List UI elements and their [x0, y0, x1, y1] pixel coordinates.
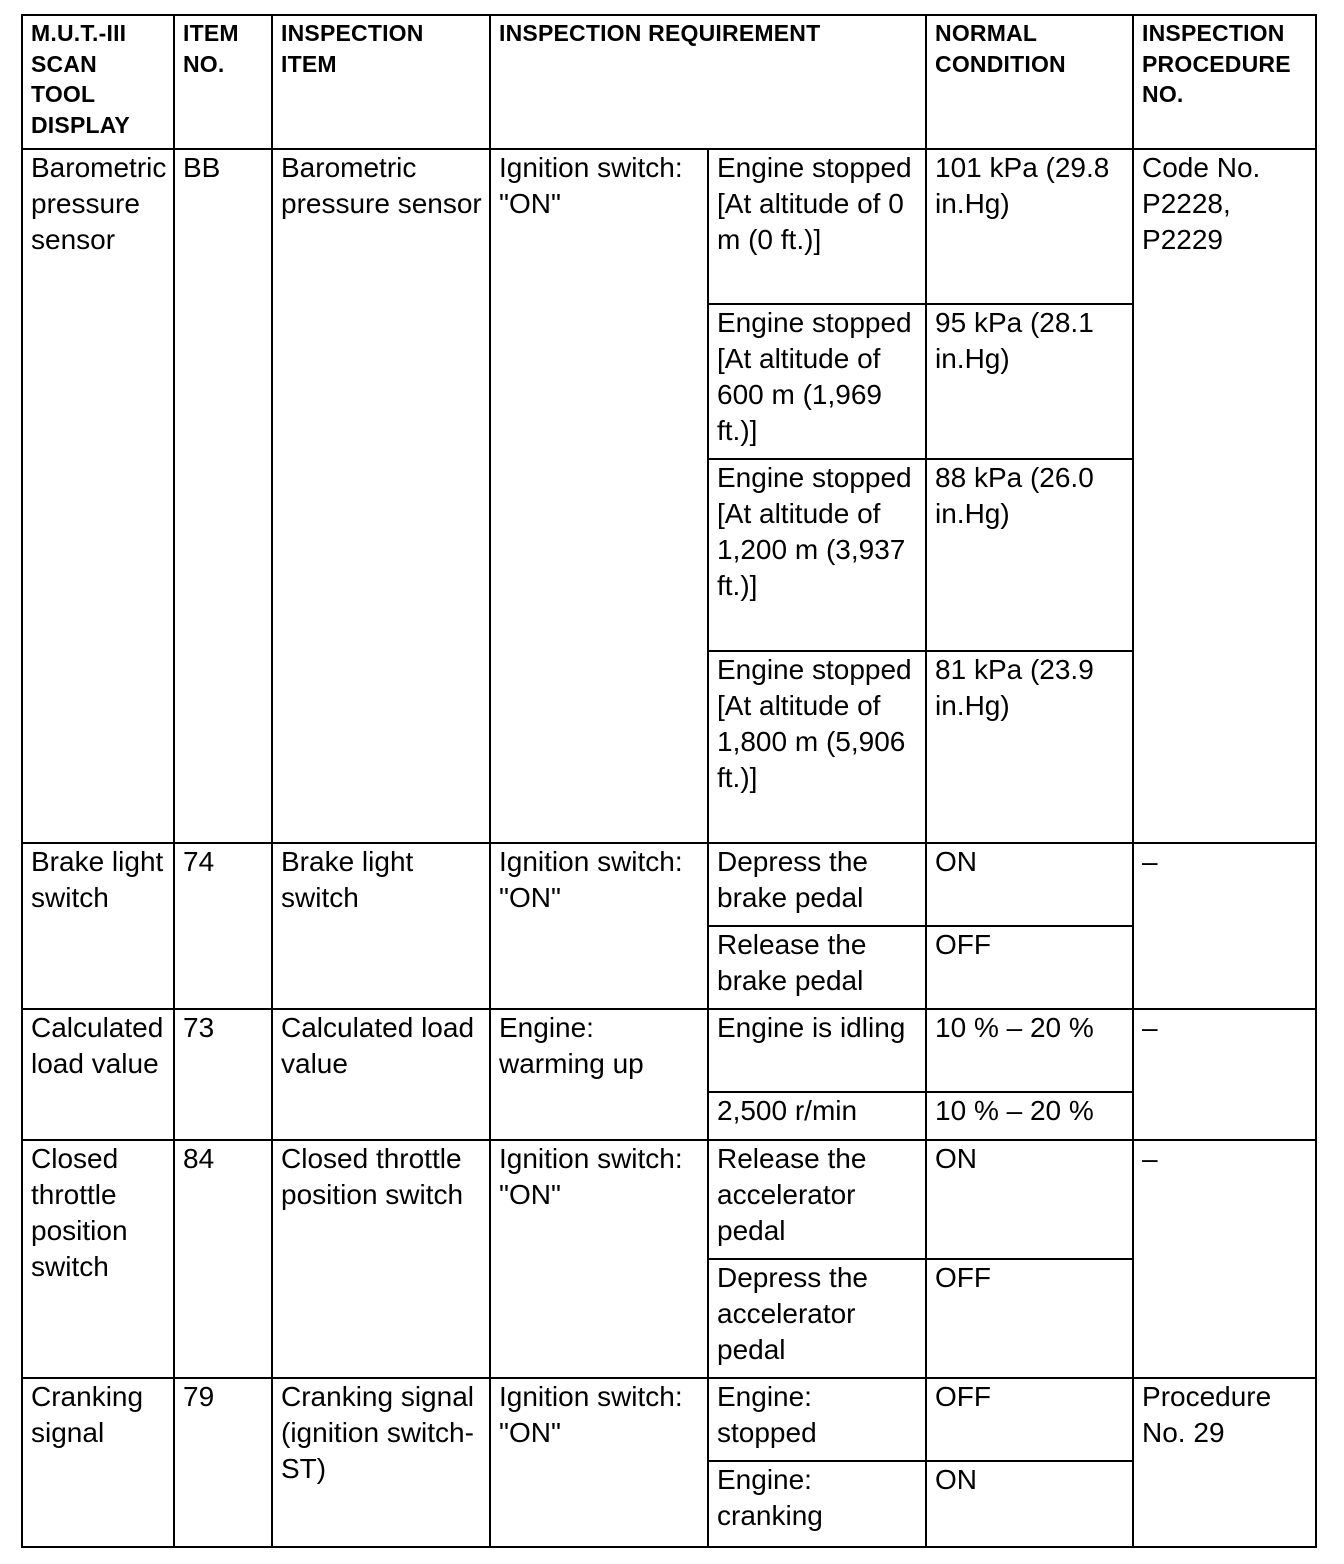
cell-condition: Engine stopped [At altitude of 1,200 m (3,937 ft.)] — [708, 459, 926, 651]
cell-display: Calculated load value — [22, 1009, 174, 1140]
cell-condition: Engine is idling — [708, 1009, 926, 1092]
cell-item-no: 73 — [174, 1009, 272, 1140]
cell-normal: ON — [926, 1461, 1133, 1547]
cell-normal: ON — [926, 843, 1133, 926]
table-row — [22, 843, 1316, 926]
cell-procedure: – — [1133, 1009, 1316, 1140]
cell-normal: 10 % – 20 % — [926, 1009, 1133, 1092]
cell-item-no: 74 — [174, 843, 272, 1009]
cell-normal: OFF — [926, 1259, 1133, 1378]
header-scan-tool-display: M.U.T.-III SCAN TOOL DISPLAY — [22, 15, 174, 149]
cell-display: Closed throttle position switch — [22, 1140, 174, 1378]
cell-procedure: – — [1133, 1140, 1316, 1378]
header-procedure-no: INSPECTION PROCEDURE NO. — [1133, 15, 1316, 149]
cell-condition: Release the brake pedal — [708, 926, 926, 1009]
table-row — [22, 1378, 1316, 1461]
cell-requirement: Ignition switch: "ON" — [490, 1140, 708, 1378]
cell-display: Brake light switch — [22, 843, 174, 1009]
cell-display: Barometric pressure sensor — [22, 149, 174, 843]
cell-normal: 81 kPa (23.9 in.Hg) — [926, 651, 1133, 843]
cell-condition: Engine stopped [At altitude of 0 m (0 ft.)] — [708, 149, 926, 304]
header-inspection-item: INSPECTION ITEM — [272, 15, 490, 149]
cell-procedure: Procedure No. 29 — [1133, 1378, 1316, 1547]
cell-item-no: 84 — [174, 1140, 272, 1378]
cell-item-no: BB — [174, 149, 272, 843]
cell-normal: OFF — [926, 1378, 1133, 1461]
cell-procedure: – — [1133, 843, 1316, 1009]
table-row — [22, 1009, 1316, 1092]
cell-inspection-item: Brake light switch — [272, 843, 490, 1009]
cell-normal: 95 kPa (28.1 in.Hg) — [926, 304, 1133, 459]
cell-requirement: Engine: warming up — [490, 1009, 708, 1140]
table-row — [22, 149, 1316, 304]
cell-inspection-item: Barometric pressure sensor — [272, 149, 490, 843]
cell-requirement: Ignition switch: "ON" — [490, 1378, 708, 1547]
cell-condition: Release the accelerator pedal — [708, 1140, 926, 1259]
cell-normal: ON — [926, 1140, 1133, 1259]
cell-condition: Engine: stopped — [708, 1378, 926, 1461]
cell-display: Cranking signal — [22, 1378, 174, 1547]
cell-condition: Depress the accelerator pedal — [708, 1259, 926, 1378]
cell-condition: Depress the brake pedal — [708, 843, 926, 926]
cell-normal: OFF — [926, 926, 1133, 1009]
cell-inspection-item: Closed throttle position switch — [272, 1140, 490, 1378]
cell-item-no: 79 — [174, 1378, 272, 1547]
inspection-table — [21, 14, 1317, 1548]
cell-condition: 2,500 r/min — [708, 1092, 926, 1140]
cell-condition: Engine stopped [At altitude of 600 m (1,969 ft.)] — [708, 304, 926, 459]
cell-normal: 88 kPa (26.0 in.Hg) — [926, 459, 1133, 651]
cell-condition: Engine stopped [At altitude of 1,800 m (5,906 ft.)] — [708, 651, 926, 843]
cell-procedure: Code No. P2228, P2229 — [1133, 149, 1316, 843]
cell-inspection-item: Calculated load value — [272, 1009, 490, 1140]
header-item-no: ITEM NO. — [174, 15, 272, 149]
header-inspection-requirement: INSPECTION REQUIREMENT — [490, 15, 926, 149]
cell-inspection-item: Cranking signal (ignition switch-ST) — [272, 1378, 490, 1547]
cell-normal: 101 kPa (29.8 in.Hg) — [926, 149, 1133, 304]
cell-requirement: Ignition switch: "ON" — [490, 843, 708, 1009]
table-row — [22, 1140, 1316, 1259]
cell-normal: 10 % – 20 % — [926, 1092, 1133, 1140]
header-normal-condition: NORMAL CONDITION — [926, 15, 1133, 149]
cell-requirement: Ignition switch: "ON" — [490, 149, 708, 843]
cell-condition: Engine: cranking — [708, 1461, 926, 1547]
header-row — [22, 15, 1316, 149]
